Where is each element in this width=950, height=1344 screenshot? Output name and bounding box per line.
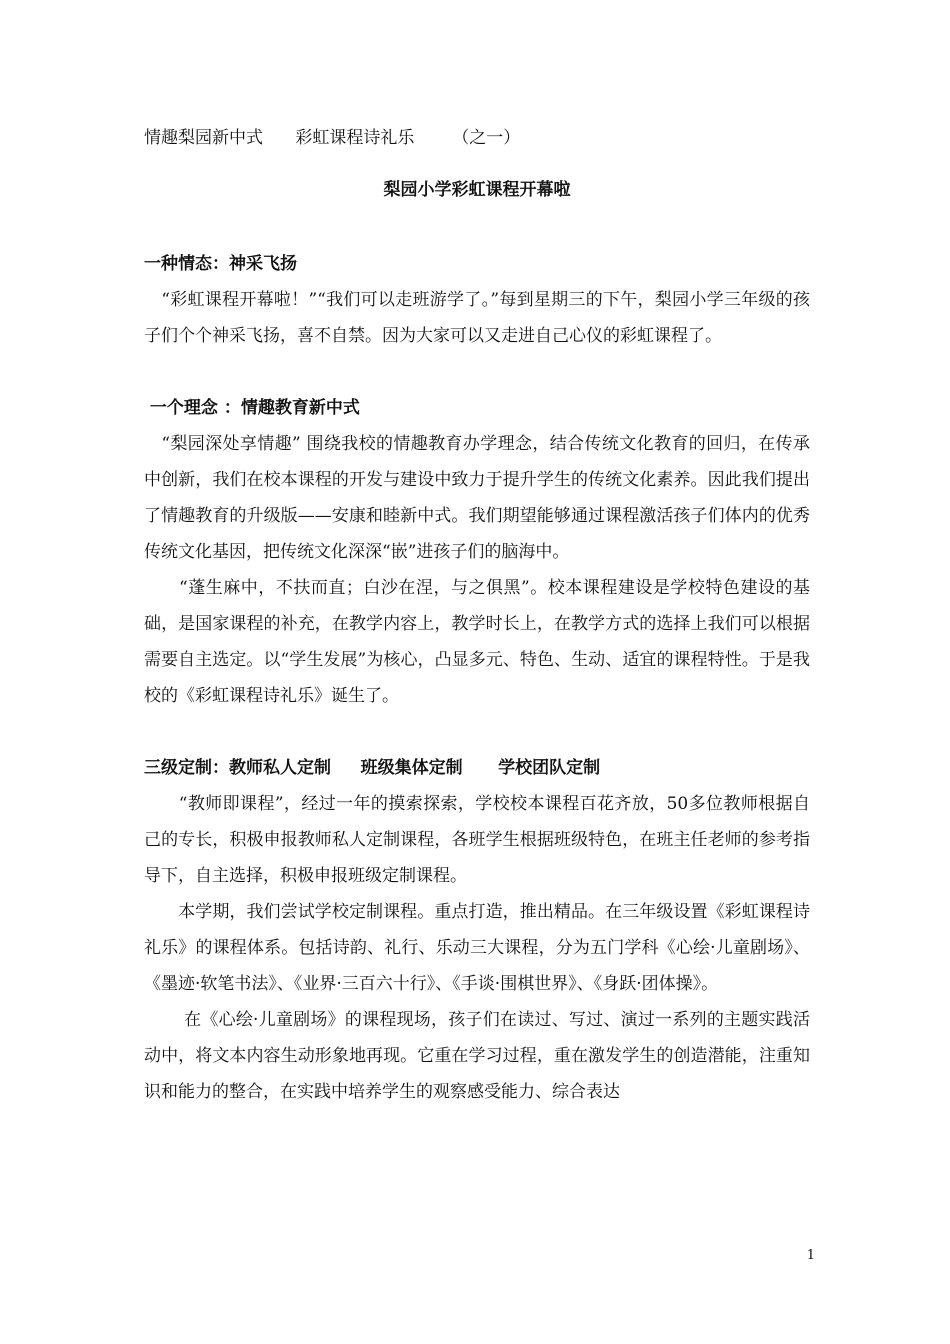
paragraph: “教师即课程”，经过一年的摸索探索，学校校本课程百花齐放，50多位教师根据自己的专长，积极申报教师私人定制课程，各班学生根据班级特色，在班主任老师的参考指导下，自主选择，积极申报班级定制课程。 bbox=[144, 794, 810, 886]
section-heading: 一个理念 ：情趣教育新中式 bbox=[144, 398, 360, 418]
spacer bbox=[144, 354, 810, 390]
article-title: 梨园小学彩虹课程开幕啦 bbox=[383, 180, 571, 200]
section-heading: 三级定制：教师私人定制 班级集体定制 学校团队定制 bbox=[144, 758, 601, 778]
spacer bbox=[144, 714, 810, 750]
paragraph: 在《心绘·儿童剧场》的课程现场，孩子们在读过、写过、演过一系列的主题实践活动中，将文本内容生动形象地再现。它重在学习过程，重在激发学生的创造潜能，注重知识和能力的整合，在实践中培养学生的观察感受能力、综合表达 bbox=[144, 1010, 810, 1102]
paragraph: 本学期，我们尝试学校定制课程。重点打造，推出精品。在三年级设置《彩虹课程诗礼乐》的课程体系。包括诗韵、礼行、乐动三大课程，分为五门学科《心绘·儿童剧场》、《墨迹·软笔书法》、《业界·三百六十行》、《手谈·围棋世界》、《身跃·团体操》。 bbox=[144, 902, 810, 994]
section-1 bbox=[144, 246, 810, 354]
paragraph: “彩虹课程开幕啦！”“我们可以走班游学了。”每到星期三的下午，梨园小学三年级的孩子们个个神采飞扬，喜不自禁。因为大家可以又走进自己心仪的彩虹课程了。 bbox=[144, 290, 810, 346]
paragraph: “梨园深处享情趣” 围绕我校的情趣教育办学理念，结合传统文化教育的回归，在传承中创新，我们在校本课程的开发与建设中致力于提升学生的传统文化素养。因此我们提出了情趣教育的升级版——安康和睦新中式。我们期望能够通过课程激活孩子们体内的优秀传统文化基因，把传统文化深深“嵌”进孩子们的脑海中。 bbox=[144, 434, 810, 562]
section-heading: 一种情态：神采飞扬 bbox=[144, 254, 297, 274]
paragraph: “蓬生麻中，不扶而直；白沙在涅，与之俱黑”。校本课程建设是学校特色建设的基础，是国家课程的补充，在教学内容上，教学时长上，在教学方式的选择上我们可以根据需要自主选定。以“学生发展”为核心，凸显多元、特色、生动、适宜的课程特性。于是我校的《彩虹课程诗礼乐》诞生了。 bbox=[144, 578, 810, 706]
section-3 bbox=[144, 750, 810, 1110]
series-header: 情趣梨园新中式 彩虹课程诗礼乐 （之一） bbox=[144, 128, 521, 148]
section-2 bbox=[144, 390, 810, 714]
page-number: 1 bbox=[806, 1248, 815, 1263]
document-body bbox=[144, 120, 810, 1110]
